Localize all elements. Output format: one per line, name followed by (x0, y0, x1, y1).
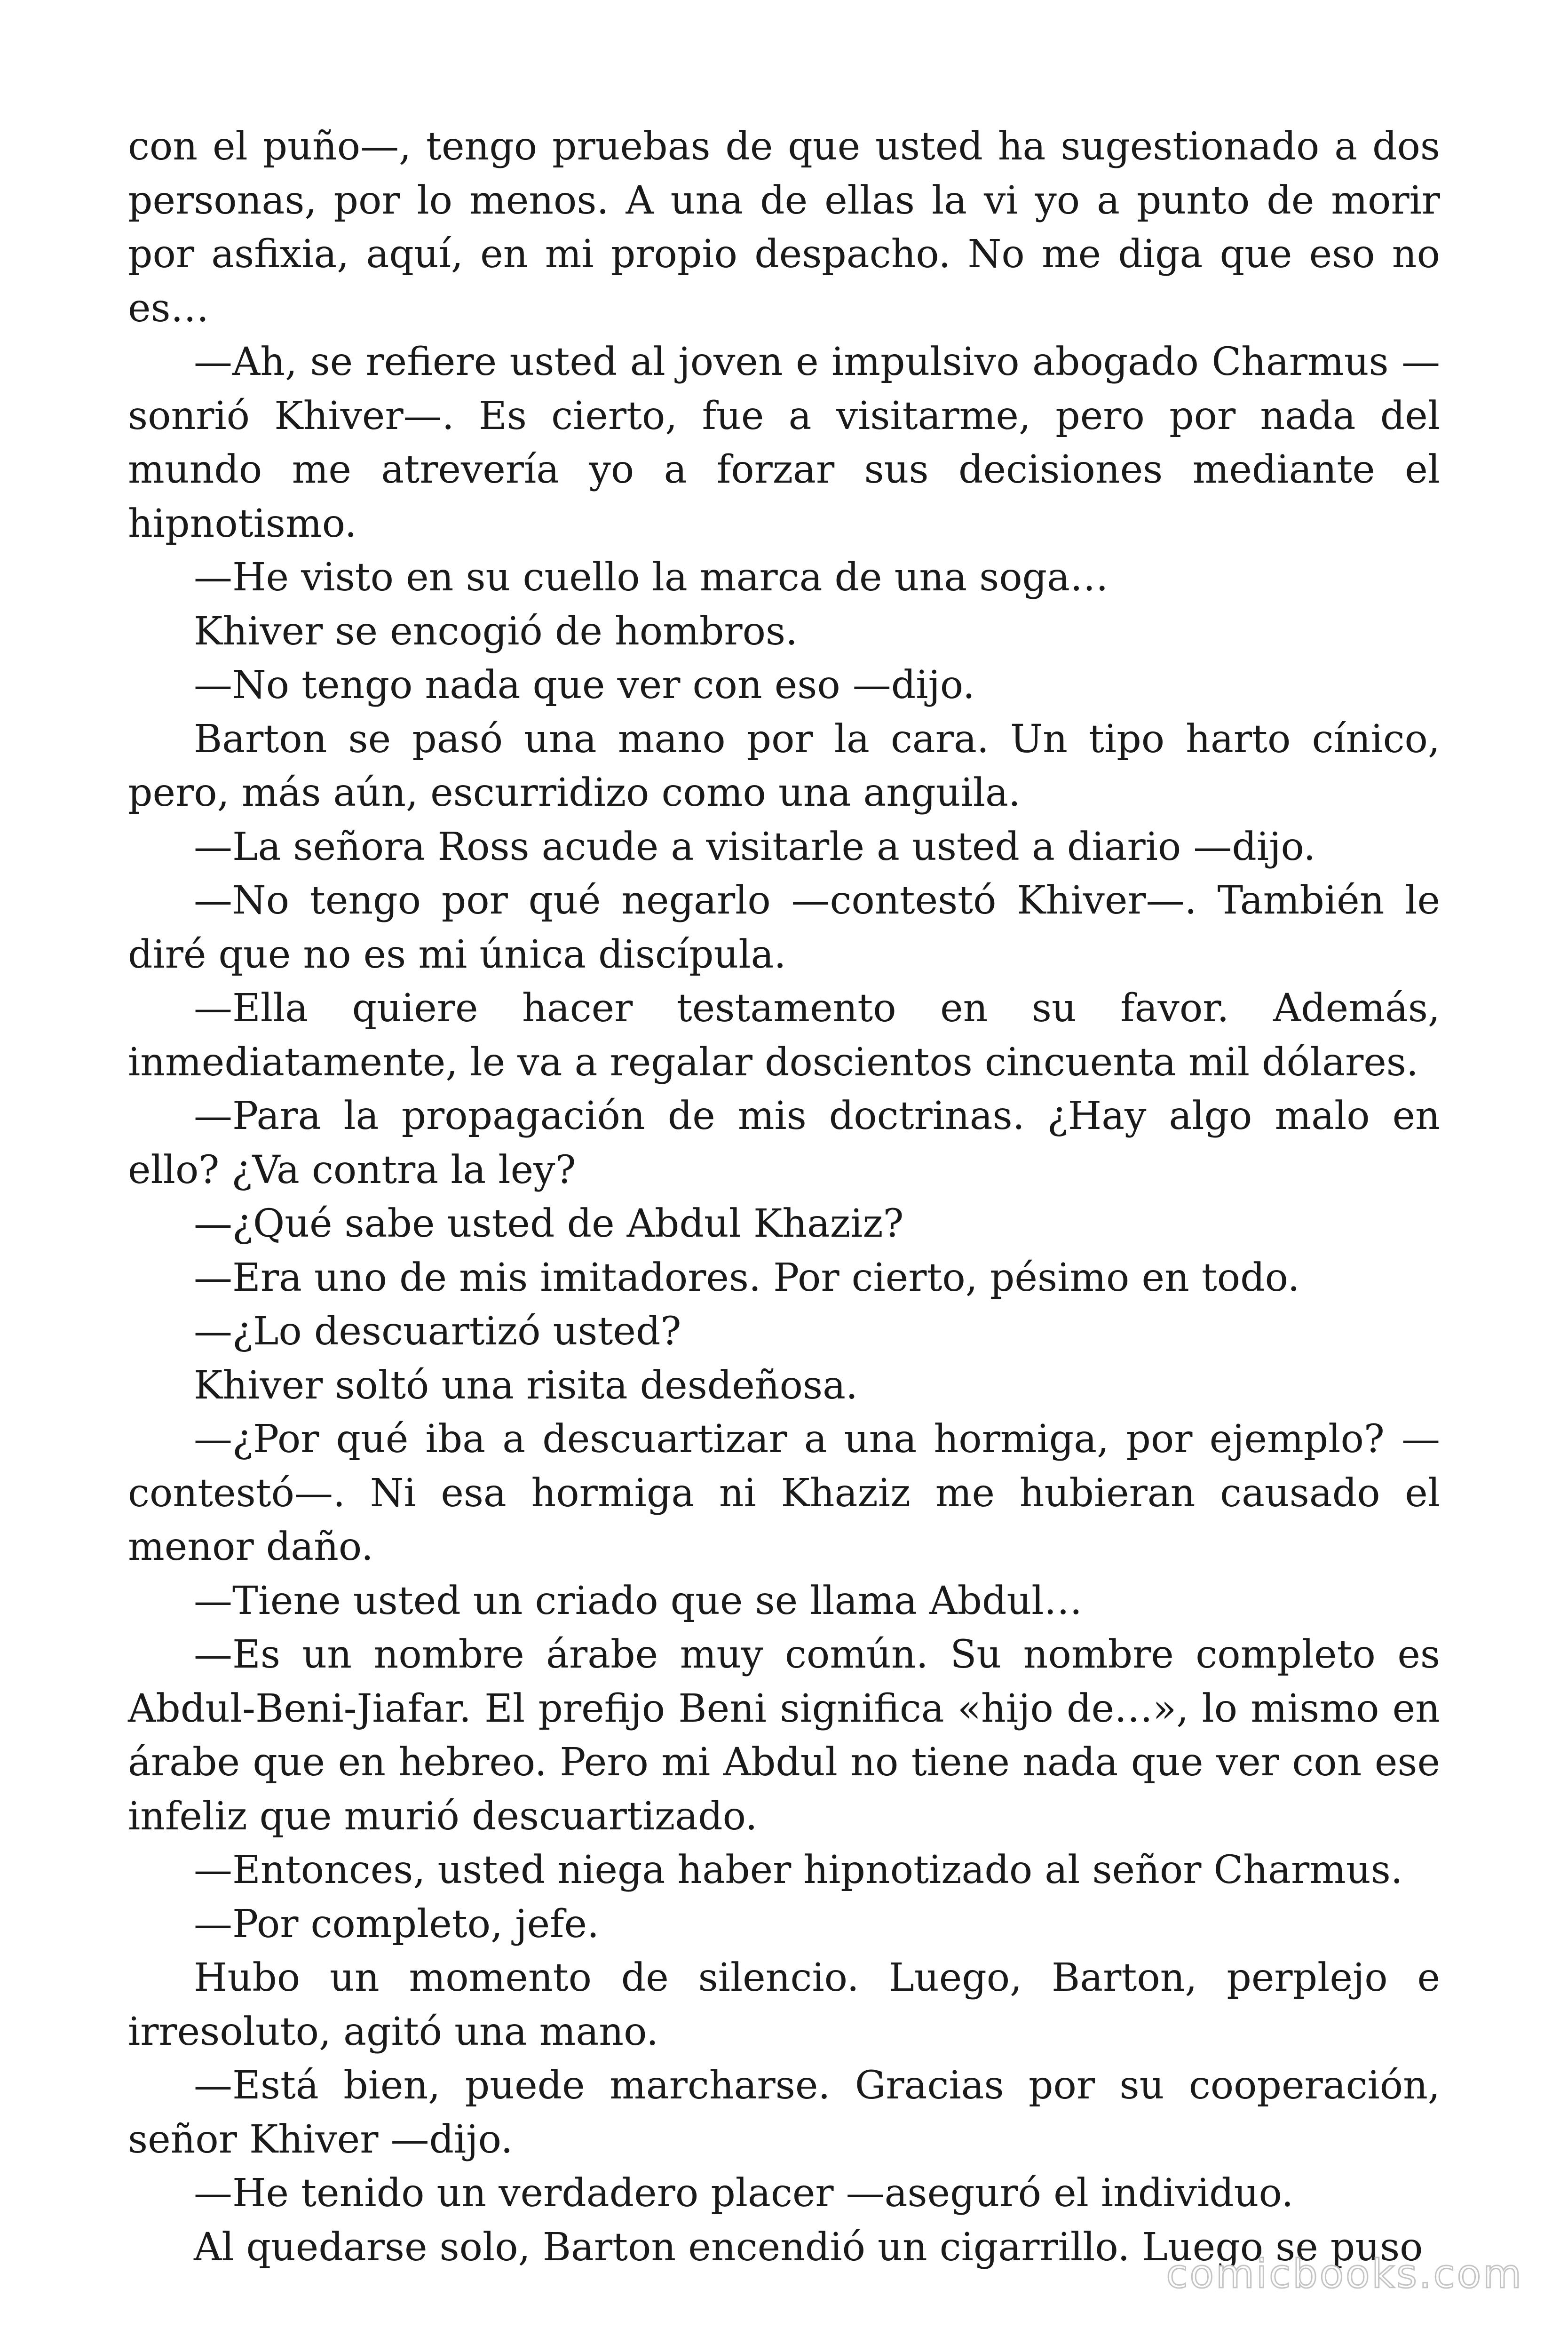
paragraph: —¿Qué sabe usted de Abdul Khaziz? (194, 1201, 904, 1246)
paragraph: Al quedarse solo, Barton encendió un cigarrillo. Luego se puso (194, 2225, 1423, 2270)
paragraph: —No tengo por qué negarlo —contestó Khiver—. También le diré que no es mi única discípula. (128, 878, 1440, 977)
paragraph: Hubo un momento de silencio. Luego, Barton, perplejo e irresoluto, agitó una mano. (128, 1955, 1440, 2054)
paragraph: —Es un nombre árabe muy común. Su nombre completo es Abdul-Beni-Jiafar. El prefijo Beni significa «hijo de…», lo mismo en árabe que en hebreo. Pero mi Abdul no tiene nada que ver con ese infeliz que murió descuartizado. (128, 1632, 1440, 1839)
paragraph: —¿Por qué iba a descuartizar a una hormiga, por ejemplo? —contestó—. Ni esa hormiga ni Khaziz me hubieran causado el menor daño. (128, 1417, 1440, 1569)
paragraph: —Ah, se refiere usted al joven e impulsivo abogado Charmus —sonrió Khiver—. Es cierto, fue a visitarme, pero por nada del mundo me atrevería yo a forzar sus decisiones mediante el hipnotismo. (128, 340, 1440, 546)
paragraph: con el puño—, tengo pruebas de que usted ha sugestionado a dos personas, por lo menos. A una de ellas la vi yo a punto de morir por asfixia, aquí, en mi propio despacho. No me diga que eso no es… (128, 124, 1440, 331)
paragraph: —Está bien, puede marcharse. Gracias por su cooperación, señor Khiver —dijo. (128, 2063, 1440, 2162)
paragraph: —He tenido un verdadero placer —aseguró el individuo. (194, 2171, 1294, 2216)
paragraph: —Tiene usted un criado que se llama Abdul… (194, 1578, 1083, 1623)
page-body (128, 120, 1440, 2274)
paragraph: —He visto en su cuello la marca de una soga… (194, 555, 1109, 600)
paragraph: —Para la propagación de mis doctrinas. ¿Hay algo malo en ello? ¿Va contra la ley? (128, 1094, 1440, 1192)
paragraph: Barton se pasó una mano por la cara. Un tipo harto cínico, pero, más aún, escurridizo como una anguila. (128, 716, 1440, 815)
paragraph: —Por completo, jefe. (194, 1901, 600, 1947)
paragraph: Khiver soltó una risita desdeñosa. (194, 1363, 858, 1408)
paragraph: —¿Lo descuartizó usted? (194, 1309, 681, 1354)
paragraph: —Entonces, usted niega haber hipnotizado al señor Charmus. (194, 1848, 1403, 1892)
paragraph: —La señora Ross acude a visitarle a usted a diario —dijo. (194, 824, 1316, 869)
paragraph: —Era uno de mis imitadores. Por cierto, pésimo en todo. (194, 1255, 1300, 1300)
paragraph: —No tengo nada que ver con eso —dijo. (194, 663, 975, 707)
paragraph: Khiver se encogió de hombros. (194, 609, 798, 654)
watermark: comicbooks.com (1166, 2251, 1523, 2297)
paragraph: —Ella quiere hacer testamento en su favor. Además, inmediatamente, le va a regalar doscientos cincuenta mil dólares. (128, 986, 1440, 1085)
